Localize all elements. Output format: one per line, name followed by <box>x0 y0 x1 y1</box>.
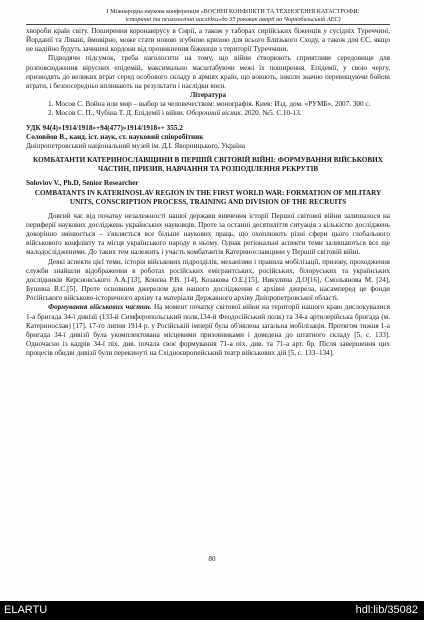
header-rule <box>26 24 390 25</box>
section-lead-formation: Формування військових частин. <box>48 303 152 312</box>
prev-paragraph-1: хвороби країн світу. Поширення коронавірусу в Сирії, а також у таборах сирійських біженців у сусідніх Туреччині, Йорданії та Лівані, ймовірно, може стати новою згубною кризою для всього Близького Сходу, а також для ЄС, якщо не надійно будуть зачинені кордони від проникнення біженців з території Туреччини. <box>26 27 390 54</box>
repository-name: ELARTU <box>4 604 48 616</box>
reference-2-journal: Оборонний вісник. <box>186 109 243 118</box>
page-body <box>26 27 390 358</box>
article-title-ua: КОМБАТАНТИ КАТЕРИНОСЛАВЩИНИ В ПЕРШІЙ СВІТОВІЙ ВІЙНІ: ФОРМУВАННЯ ВІЙСЬКОВИХ ЧАСТИН, ПРИЗИВ, НАВЧАННЯ ТА РОЗПОДІЛЕННЯ РЕКРУТІВ <box>33 156 383 174</box>
viewer-footer-bar <box>0 601 424 620</box>
handle-identifier: hdl:lib/35082 <box>355 604 418 616</box>
article-paragraph-1: Довгий час від початку незалежності нашої держави вивчення історії Першої світової війни залишалося на периферії наукових досліджень українських науковців. Проте за останні десятиліття ситуація з кількістю досліджень докорінно змінюється – з'являється все більше наукових праць, що охоплюють різні сфери цього глобального військового конфлікту та місця українського народу в ньому. Однак регіональні аспекти теми залишаються все ще малодослідженими. До таких тем належить і участь комбатантів Катеринославщини у Першій світовій війні. <box>26 211 390 257</box>
article-title-en: COMBATANTS IN KATERINOSLAV REGION IN THE FIRST WORLD WAR: FORMATION OF MILITARY UNITS, CONSCRIPTION PROCESS, TRAINING AND DIVISION OF THE RECRUITS <box>34 188 382 206</box>
reference-2-details: 2020. №5. С.10-13. <box>242 109 302 118</box>
udc-code: УДК 94(4)»1914/1918»+94(477)»1914/1918»+ 355.2 <box>26 123 183 132</box>
header-line-subtitle: історичні та психологічні наслідки»до 35 роковин аварії на Чорнобильській АЕС) <box>125 15 341 23</box>
prev-paragraph-2: Підводячи підсумок, треба наголосити на тому, що війни створюють сприятливе середовище для розповсюдження вірусних епідемій, максимально масштабуючи межі їх поширення. Епідемії, у свою чергу, призводять до великих втрат серед особового складу в арміях країн, що воюють, інколи значно перевищуючи бойові втрати, і безпосередньо впливають на результати і наслідки воєн. <box>26 54 390 90</box>
literature-heading: Література <box>189 91 227 100</box>
reference-2 <box>26 109 390 118</box>
author-en: Soloviov V., Ph.D, Senior Researcher <box>26 179 139 188</box>
article-paragraph-3 <box>26 303 390 358</box>
reference-1: 1. Мосов С. Война или мир – выбор за человечеством: монографія. Киев: Изд. дом. «РУМБ», 2007. 300 с. <box>48 100 371 109</box>
header-line-conference: І Міжнародна наукова конференція «ВОЄННІ КОНФЛІКТИ ТА ТЕХНОГЕННІ КАТАСТРОФИ: <box>106 8 360 15</box>
article-paragraph-2: Деякі аспекти цієї теми, історія військових підрозділів, механізми і правила мобілізації, призову, проходження служби знайшли відображення в роботах російських емігрантських, російських, білоруських та українських дослідників Керсновського А.А.[13], Конєва Р.В. [14], Козакова О.Е.[15], Никулина Д.О[16], Смольянова М. [24], Бушина В.С.[5]. Проте основним джерелом для нашого дослідження є архівні джерела, насамперед це фонди Російського військово-історичного архіву та матеріали Державного архіву Дніпропетровської області. <box>26 257 390 303</box>
author-ua: Соловйов В., канд. іст. наук, ст. науковий співробітник <box>26 132 204 141</box>
affiliation: Дніпропетровський національний музей ім. Д.І. Яворницького, Україна <box>26 141 246 150</box>
page-number: 80 <box>208 555 216 563</box>
reference-2-authors: 2. Мосов С. П., Чубіна Т. Д. Епідемії і війни. <box>48 109 187 118</box>
running-header <box>78 8 388 23</box>
article-paragraph-3-text: На момент початку світової війни на території нашого краю дислокувалися 1-а бригада 34-ї дивізії (133-й Симферопольський полк,134-й Феодосійський полк) та 34-а артилерійська бригада (м. Катеринослав) [17]. 17-го липня 1914 р. у Російській імперії була об'явлена загальна мобілізація. Протягом тижня 1-а бригада 34-ї дивізії була укомплектована місцевими призовниками і доведена до штатного складу [5, с. 133]. Одночасно із кадрів 34-ї піх. див. почала своє формування 71-а піх. див. та 71-а арт. бр. Після завершення цих процесів обидві дивізії були перекинуті на Східноєвропейський театр військових дій [5, с. 133–134]. <box>26 303 390 358</box>
